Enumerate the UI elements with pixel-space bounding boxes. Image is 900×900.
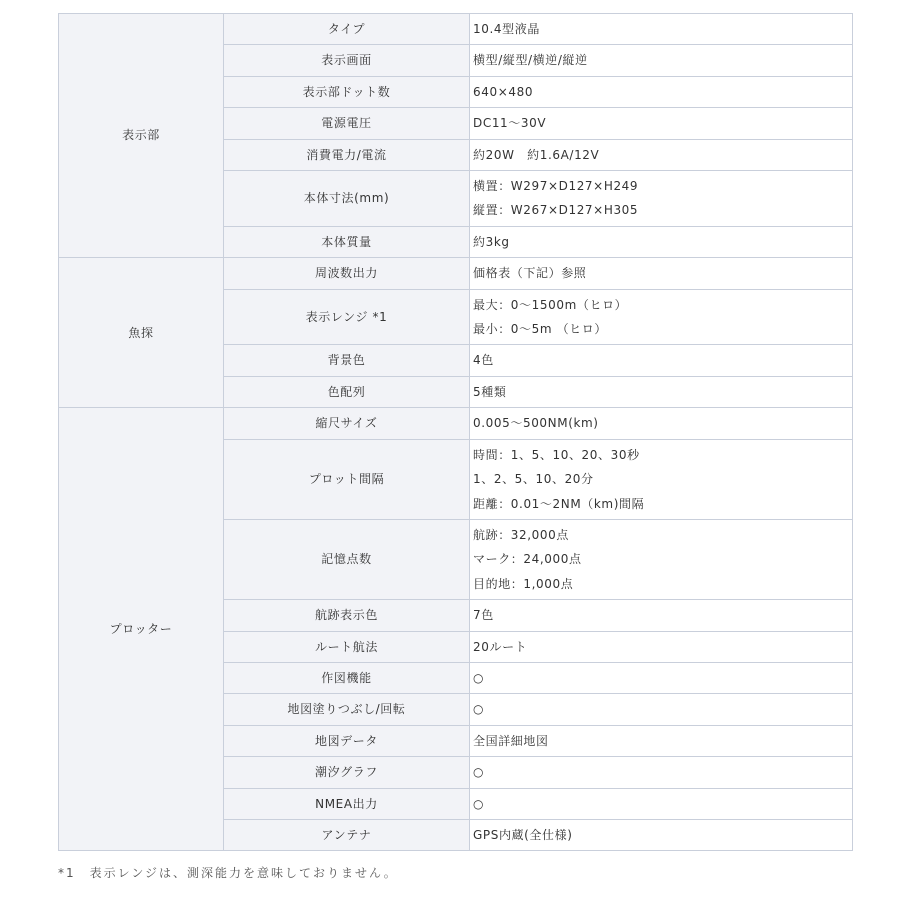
spec-label: 作図機能 bbox=[224, 662, 470, 693]
spec-label: タイプ bbox=[224, 14, 470, 45]
spec-row bbox=[59, 14, 853, 45]
spec-value-line: 5種類 bbox=[473, 384, 507, 399]
spec-value-line: 縦置：W267×D127×H305 bbox=[473, 203, 639, 218]
spec-value-line: 10.4型液晶 bbox=[473, 22, 540, 36]
spec-label: プロット間隔 bbox=[224, 439, 470, 519]
spec-label: アンテナ bbox=[224, 819, 470, 850]
spec-label: 色配列 bbox=[224, 376, 470, 407]
spec-table bbox=[58, 13, 853, 851]
spec-value bbox=[470, 226, 853, 257]
spec-value-line: ○ bbox=[473, 765, 485, 780]
spec-value bbox=[470, 757, 853, 788]
spec-value bbox=[470, 408, 853, 439]
spec-value-line: ○ bbox=[473, 796, 485, 811]
spec-label: 潮汐グラフ bbox=[224, 757, 470, 788]
spec-row bbox=[59, 258, 853, 289]
spec-label: 表示部ドット数 bbox=[224, 76, 470, 107]
spec-label: NMEA出力 bbox=[224, 788, 470, 819]
spec-label: 背景色 bbox=[224, 345, 470, 376]
spec-value bbox=[470, 14, 853, 45]
spec-label: 表示レンジ *1 bbox=[224, 289, 470, 345]
spec-table-body bbox=[59, 14, 853, 851]
spec-label: 表示画面 bbox=[224, 45, 470, 76]
spec-value-line: GPS内蔵(全仕様) bbox=[473, 827, 573, 842]
spec-value-line: 横置：W297×D127×H249 bbox=[473, 179, 639, 194]
spec-value bbox=[470, 289, 853, 345]
spec-value bbox=[470, 694, 853, 725]
spec-value bbox=[470, 439, 853, 519]
spec-value-line: ○ bbox=[473, 702, 485, 717]
spec-value-line: 距離：0.01～2NM（km)間隔 bbox=[473, 496, 645, 511]
spec-value-line: 価格表（下記）参照 bbox=[473, 266, 587, 281]
spec-value-line: 20ルート bbox=[473, 639, 528, 654]
spec-value-line: DC11～30V bbox=[473, 116, 547, 131]
spec-value-line: 全国詳細地図 bbox=[473, 733, 549, 748]
spec-value-line: 最小：0～5m （ヒロ） bbox=[473, 322, 607, 337]
spec-value-line: 時間：1、5、10、20、30秒 bbox=[473, 447, 640, 462]
spec-value bbox=[470, 600, 853, 631]
spec-label: 縮尺サイズ bbox=[224, 408, 470, 439]
category-cell: 表示部 bbox=[59, 14, 224, 258]
spec-label: ルート航法 bbox=[224, 631, 470, 662]
spec-value bbox=[470, 662, 853, 693]
spec-label: 電源電圧 bbox=[224, 108, 470, 139]
spec-value-line: 640×480 bbox=[473, 84, 534, 99]
spec-value-line: 目的地：1,000点 bbox=[473, 576, 574, 591]
spec-value bbox=[470, 819, 853, 850]
spec-value bbox=[470, 76, 853, 107]
spec-value-line: 最大：0～1500m（ヒロ） bbox=[473, 297, 628, 312]
spec-value bbox=[470, 519, 853, 599]
spec-label: 地図塗りつぶし/回転 bbox=[224, 694, 470, 725]
spec-value bbox=[470, 108, 853, 139]
footnote: *1 表示レンジは、測深能力を意味しておりません。 bbox=[58, 866, 398, 880]
spec-label: 消費電力/電流 bbox=[224, 139, 470, 170]
spec-label: 地図データ bbox=[224, 725, 470, 756]
spec-value bbox=[470, 258, 853, 289]
spec-value-line: ○ bbox=[473, 670, 485, 685]
spec-value bbox=[470, 139, 853, 170]
spec-value-line: 1、2、5、10、20分 bbox=[473, 472, 594, 487]
spec-value-line: 約3kg bbox=[473, 234, 510, 249]
spec-row bbox=[59, 408, 853, 439]
spec-value bbox=[470, 725, 853, 756]
spec-value-line: 航跡：32,000点 bbox=[473, 527, 569, 542]
spec-value bbox=[470, 171, 853, 227]
spec-value-line: 横型/縦型/横逆/縦逆 bbox=[473, 53, 588, 68]
spec-value bbox=[470, 45, 853, 76]
spec-label: 本体寸法(mm) bbox=[224, 171, 470, 227]
spec-value bbox=[470, 788, 853, 819]
spec-label: 周波数出力 bbox=[224, 258, 470, 289]
spec-value bbox=[470, 345, 853, 376]
spec-value bbox=[470, 376, 853, 407]
category-cell: 魚探 bbox=[59, 258, 224, 408]
spec-label: 記憶点数 bbox=[224, 519, 470, 599]
spec-value bbox=[470, 631, 853, 662]
spec-value-line: 0.005～500NM(km) bbox=[473, 416, 599, 431]
spec-label: 本体質量 bbox=[224, 226, 470, 257]
spec-value-line: 4色 bbox=[473, 353, 494, 368]
spec-value-line: マーク：24,000点 bbox=[473, 552, 582, 567]
spec-value-line: 7色 bbox=[473, 608, 494, 623]
spec-value-line: 約20W 約1.6A/12V bbox=[473, 147, 600, 162]
spec-label: 航跡表示色 bbox=[224, 600, 470, 631]
category-cell: プロッター bbox=[59, 408, 224, 851]
